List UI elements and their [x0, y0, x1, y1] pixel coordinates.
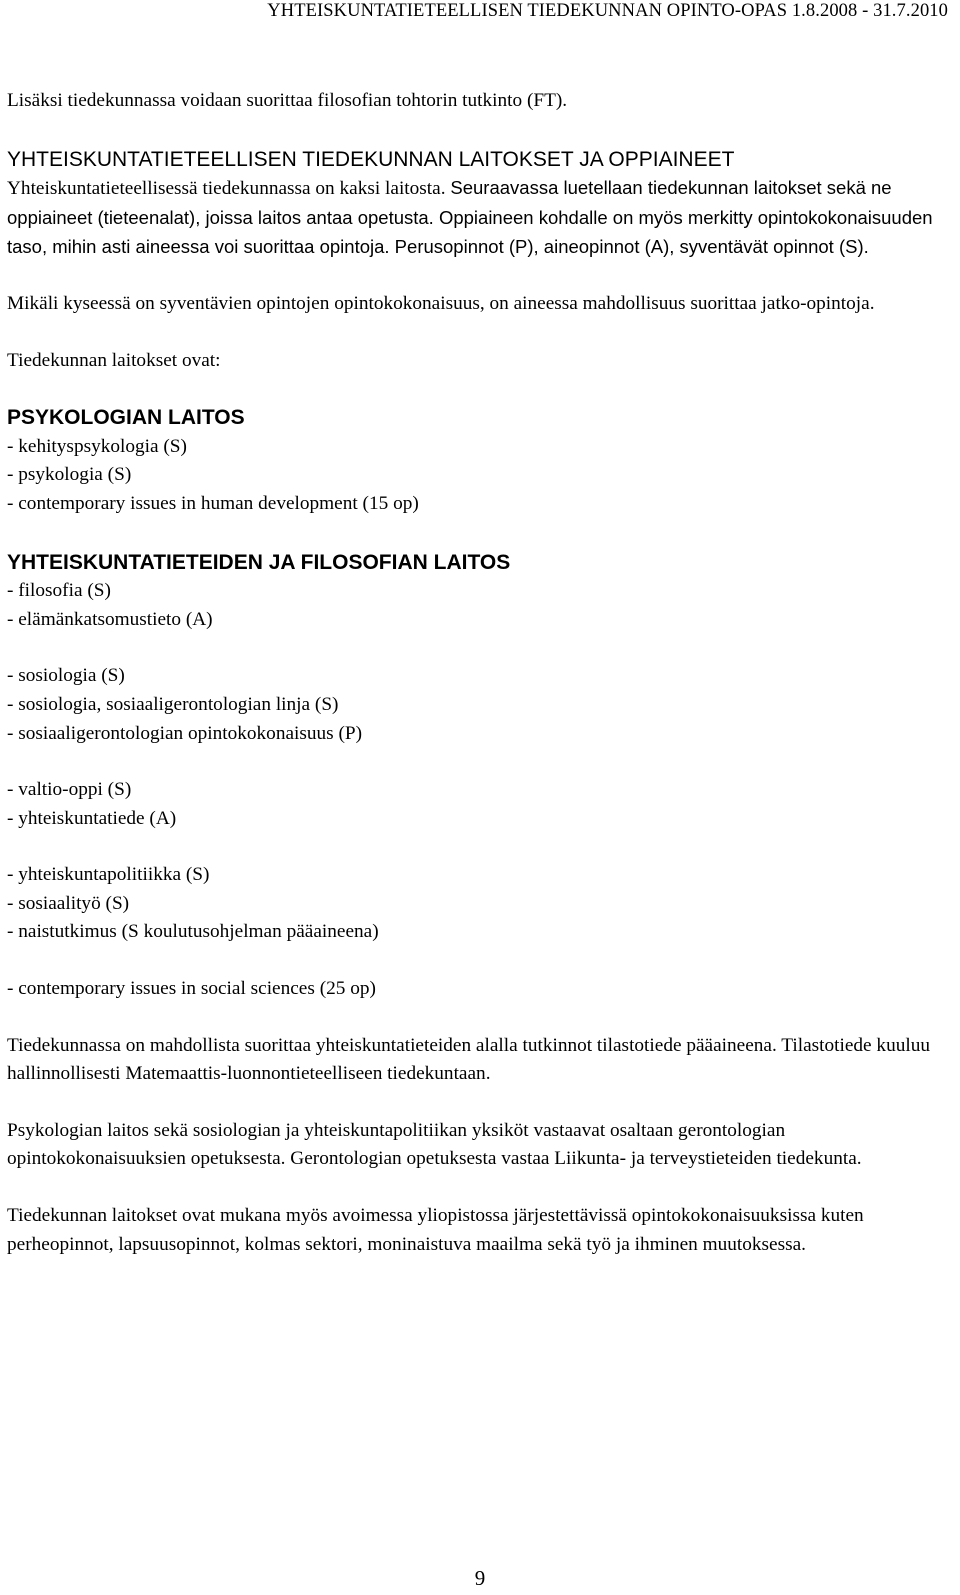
- subject-list: [7, 776, 947, 833]
- subject-item: - yhteiskuntatiede (A): [7, 807, 177, 829]
- statistics-paragraph: Tiedekunnassa on mahdollista suorittaa yhteiskuntatieteiden alalla tutkinnot tilastotiede pääaineena. Tilastotiede kuuluu hallinnollisesti Matemaattis-luonnontieteelliseen tiedekuntaan.: [7, 1034, 930, 1085]
- subject-item: - valtio-oppi (S): [7, 779, 132, 801]
- intro-sentences-sans: Seuraavassa luetellaan tiedekunnan laitokset sekä ne oppiaineet (tieteenalat), joissa laitos antaa opetusta. Oppiaineen kohdalle on myös merkitty opintokokonaisuuden taso, mihin asti aineessa voi suorittaa opintoja. Perusopinnot (P), aineopinnot (A), syventävät opinnot (S).: [7, 177, 933, 258]
- subject-item: - kehityspsykologia (S): [7, 435, 187, 457]
- page-number: 9: [474, 1566, 486, 1590]
- subject-list: [7, 861, 947, 947]
- subject-item: - psykologia (S): [7, 464, 132, 486]
- department-heading: PSYKOLOGIAN LAITOS: [7, 406, 245, 430]
- intro-paragraph: Lisäksi tiedekunnassa voidaan suorittaa filosofian tohtorin tutkinto (FT).: [7, 90, 568, 111]
- running-header: YHTEISKUNTATIETEELLISEN TIEDEKUNNAN OPINTO-OPAS 1.8.2008 - 31.7.2010: [267, 1, 948, 21]
- section-heading: YHTEISKUNTATIETEELLISEN TIEDEKUNNAN LAITOKSET JA OPPIAINEET: [7, 147, 735, 171]
- subject-list: [7, 975, 947, 1004]
- gerontology-paragraph: Psykologian laitos sekä sosiologian ja yhteiskuntapolitiikan yksiköt vastaavat osaltaan gerontologian opintokokonaisuuksien opetuksesta. Gerontologian opetuksesta vastaa Liikunta- ja terveystieteiden tiedekunta.: [7, 1119, 862, 1170]
- subject-item: - sosiologia, sosiaaligerontologian linja (S): [7, 693, 339, 715]
- postgraduate-paragraph: Mikäli kyseessä on syventävien opintojen opintokokonaisuus, on aineessa mahdollisuus suorittaa jatko-opintoja.: [7, 292, 875, 314]
- document-body: [7, 87, 947, 1259]
- departments-intro-paragraph: [7, 174, 947, 263]
- subject-item: - contemporary issues in social sciences (25 op): [7, 978, 376, 1000]
- subject-list: [7, 433, 947, 519]
- subject-item: - sosiaalityö (S): [7, 892, 130, 914]
- departments-lead: Tiedekunnan laitokset ovat:: [7, 349, 221, 371]
- subject-item: - sosiaaligerontologian opintokokonaisuus (P): [7, 722, 363, 744]
- intro-sentence-serif: Yhteiskuntatieteellisessä tiedekunnassa on kaksi laitosta.: [7, 178, 451, 200]
- subject-item: - filosofia (S): [7, 580, 111, 602]
- subject-item: - elämänkatsomustieto (A): [7, 608, 213, 630]
- open-university-paragraph: Tiedekunnan laitokset ovat mukana myös avoimessa yliopistossa järjestettävissä opintokokonaisuuksissa kuten perheopinnot, lapsuusopinnot, kolmas sektori, moninaistuva maailma sekä työ ja ihminen muutoksessa.: [7, 1205, 864, 1255]
- subject-list: [7, 662, 947, 748]
- department-heading: YHTEISKUNTATIETEIDEN JA FILOSOFIAN LAITOS: [7, 550, 511, 574]
- subject-item: - naistutkimus (S koulutusohjelman pääaineena): [7, 921, 379, 943]
- subject-item: - contemporary issues in human development (15 op): [7, 492, 419, 514]
- subject-item: - sosiologia (S): [7, 665, 125, 687]
- subject-list: [7, 577, 947, 634]
- subject-item: - yhteiskuntapolitiikka (S): [7, 864, 210, 886]
